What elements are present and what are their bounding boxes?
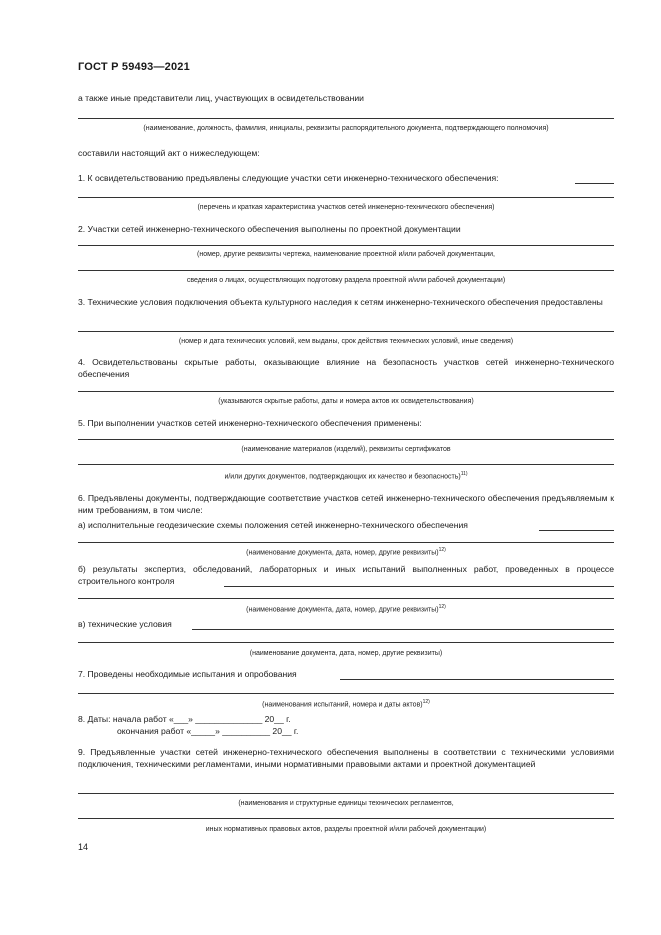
fill-line[interactable]: [78, 197, 614, 198]
section-2-text: 2. Участки сетей инженерно-технического обеспечения выполнены по проектной документации: [78, 224, 461, 234]
section-6b-caption: (наименование документа, дата, номер, другие реквизиты)$^{12)}$: [246, 604, 446, 614]
fill-line[interactable]: [78, 270, 614, 271]
fill-line[interactable]: [78, 642, 614, 643]
fill-line[interactable]: [78, 542, 614, 543]
section-9-caption-2: иных нормативных правовых актов, разделы проектной и/или рабочей документации): [205, 826, 487, 833]
section-6-text: 6. Предъявлены документы, подтверждающие соответствие участков сетей инженерно-технического обеспечения предъявляемым к ним требованиям, в том числе:: [78, 493, 614, 515]
page-number: 14: [78, 842, 89, 852]
section-8-end: окончания работ «_____» __________ 20__ г.: [117, 726, 299, 736]
fill-line[interactable]: [575, 183, 614, 184]
section-6v-text: в) технические условия: [78, 619, 172, 629]
section-2-caption-2: сведения о лицах, осуществляющих подготовку раздела проектной и/или рабочей документации): [186, 277, 506, 284]
fill-line[interactable]: [192, 629, 614, 630]
fill-line[interactable]: [78, 245, 614, 246]
section-8-start: 8. Даты: начала работ «___» ______________ 20__ г.: [78, 714, 291, 724]
section-2-caption-1: (номер, другие реквизиты чертежа, наименование проектной и/или рабочей документации,: [197, 251, 495, 258]
intro-line: а также иные представители лиц, участвующих в освидетельствовании: [78, 93, 364, 103]
fill-line[interactable]: [539, 530, 614, 531]
standard-title: ГОСТ Р 59493—2021: [78, 61, 190, 73]
section-3-text: 3. Технические условия подключения объекта культурного наследия к сетям инженерно-технического обеспечения предоставлены: [78, 297, 603, 307]
section-5-text: 5. При выполнении участков сетей инженерно-технического обеспечения применены:: [78, 418, 422, 428]
act-line: составили настоящий акт о нижеследующем:: [78, 148, 260, 158]
fill-line[interactable]: [224, 586, 614, 587]
section-1-caption: (перечень и краткая характеристика участков сетей инженерно-технического обеспечения): [197, 204, 495, 211]
section-7-caption: (наименования испытаний, номера и даты актов)$^{12)}$: [262, 699, 430, 709]
section-5-caption-1: (наименование материалов (изделий), реквизиты сертификатов: [241, 446, 451, 453]
section-9-text: 9. Предъявленные участки сетей инженерно-технического обеспечения выполнены в соответствии с техническими условиями подключения, техническими регламентами, иными нормативными правовыми актами и проектной документацией: [78, 747, 614, 769]
fill-line[interactable]: [78, 793, 614, 794]
section-9-caption-1: (наименования и структурные единицы технических регламентов,: [238, 800, 454, 807]
fill-line[interactable]: [78, 598, 614, 599]
fill-line[interactable]: [78, 118, 614, 119]
caption-representatives: (наименование, должность, фамилия, инициалы, реквизиты распорядительного документа, подтверждающего полномочия): [143, 125, 549, 132]
fill-line[interactable]: [78, 818, 614, 819]
section-7-text: 7. Проведены необходимые испытания и опробования: [78, 669, 297, 679]
section-1-text: 1. К освидетельствованию предъявлены следующие участки сети инженерно-технического обеспечения:: [78, 173, 499, 183]
fill-line[interactable]: [78, 464, 614, 465]
section-4-caption: (указываются скрытые работы, даты и номера актов их освидетельствования): [218, 398, 474, 405]
section-4-text: 4. Освидетельствованы скрытые работы, оказывающие влияние на безопасность участков сетей инженерно-технического обеспечения: [78, 357, 614, 379]
section-5-caption-2: и/или других документов, подтверждающих их качество и безопасность)$^{11)}$: [224, 471, 468, 481]
section-6b-text: б) результаты экспертиз, обследований, лабораторных и иных испытаний выполненных работ, проведенных в процессе строительного контроля: [78, 564, 614, 586]
fill-line[interactable]: [78, 693, 614, 694]
section-6a-caption: (наименование документа, дата, номер, другие реквизиты)$^{12)}$: [246, 547, 446, 557]
section-6a-text: а) исполнительные геодезические схемы положения сетей инженерно-технического обеспечения: [78, 520, 468, 530]
fill-line[interactable]: [78, 439, 614, 440]
section-6v-caption: (наименование документа, дата, номер, другие реквизиты): [249, 650, 443, 657]
fill-line[interactable]: [78, 391, 614, 392]
fill-line[interactable]: [340, 679, 614, 680]
fill-line[interactable]: [78, 331, 614, 332]
section-3-caption: (номер и дата технических условий, кем выданы, срок действия технических условий, иные сведения): [178, 338, 514, 345]
